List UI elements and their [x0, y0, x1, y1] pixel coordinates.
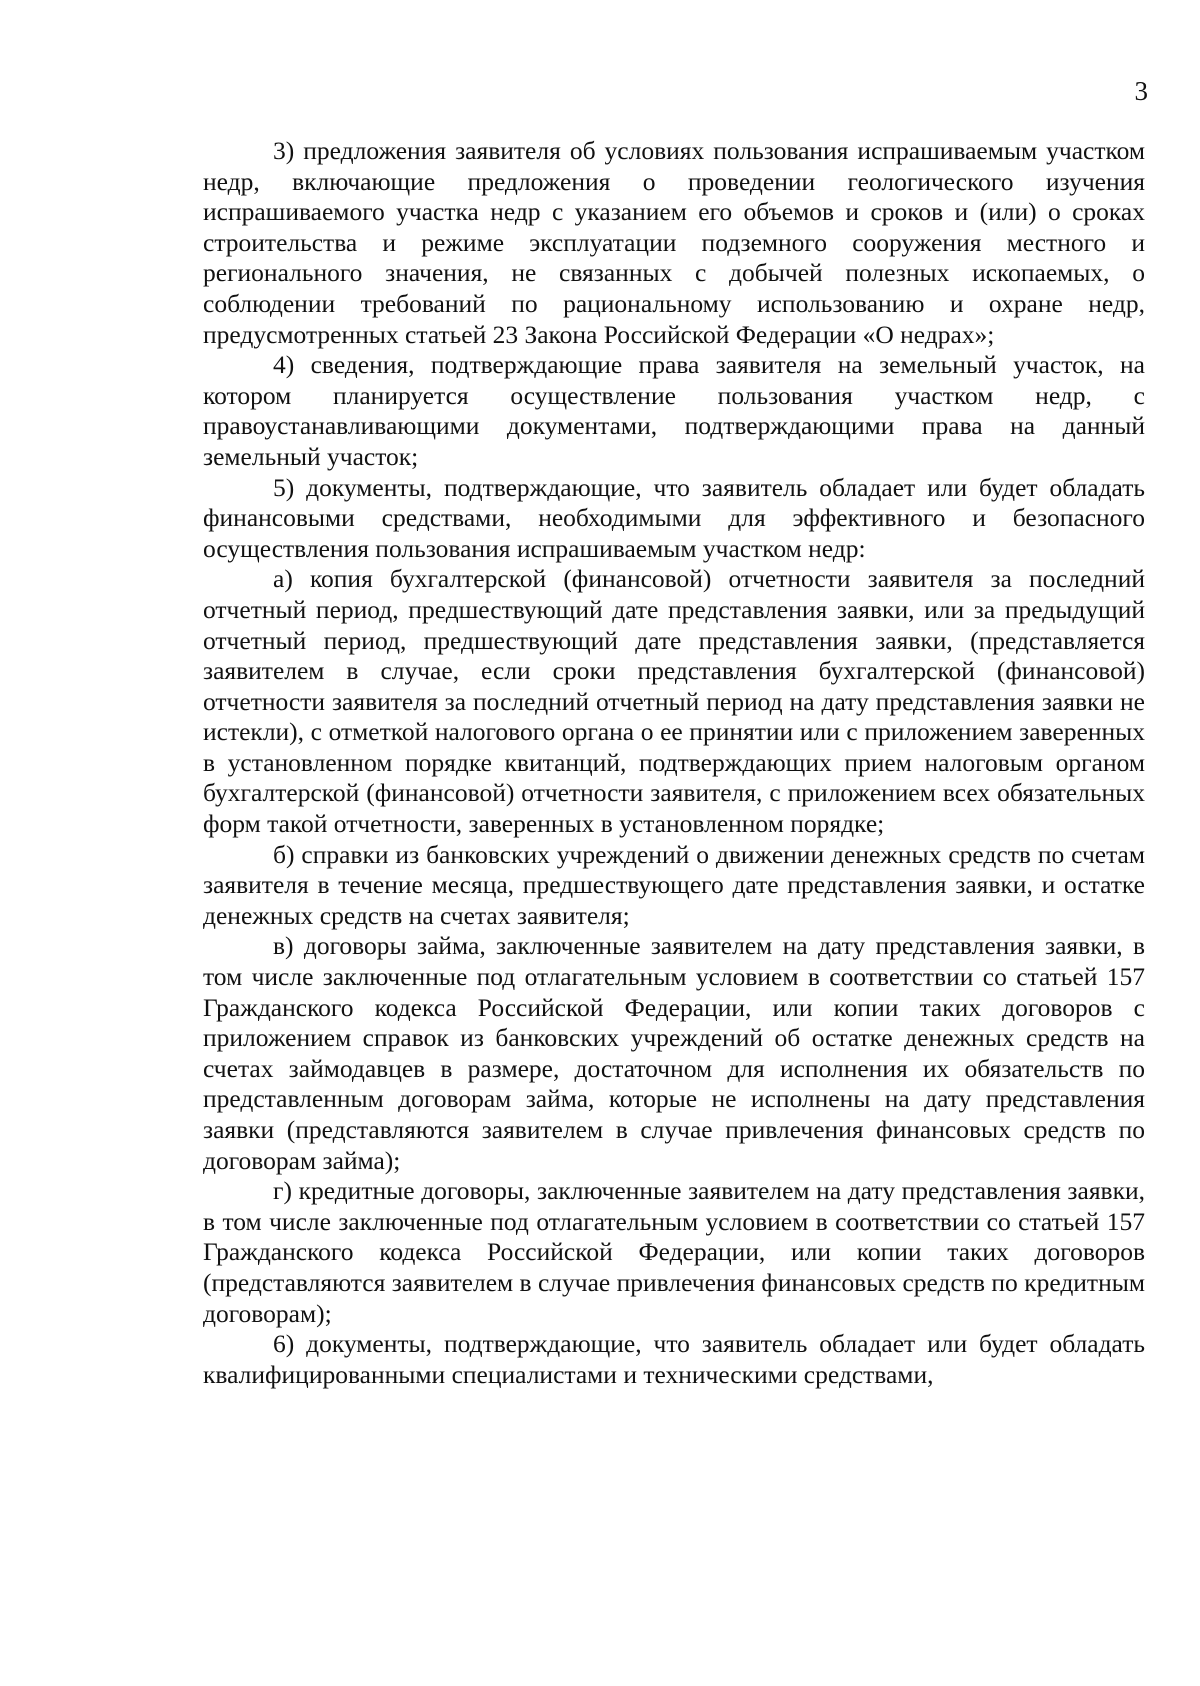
- paragraph-subitem-v-loan-agreements: в) договоры займа, заключенные заявителем на дату представления заявки, в том числе заключенные под отлагательным условием в соответствии со статьей 157 Гражданского кодекса Российской Федерации, или копии таких договоров с приложением справок из банковских учреждений об остатке денежных средств на счетах займодавцев в размере, достаточном для исполнения их обязательств по представленным договорам займа, которые не исполнены на дату представления заявки (представляются заявителем в случае привлечения финансовых средств по договорам займа);: [203, 931, 1145, 1175]
- paragraph-subitem-g-credit-agreements: г) кредитные договоры, заключенные заявителем на дату представления заявки, в том числе заключенные под отлагательным условием в соответствии со статьей 157 Гражданского кодекса Российской Федерации, или копии таких договоров (представляются заявителем в случае привлечения финансовых средств по кредитным договорам);: [203, 1176, 1145, 1328]
- paragraph-item-6-specialists: 6) документы, подтверждающие, что заявитель обладает или будет обладать квалифицированными специалистами и техническими средствами,: [203, 1329, 1145, 1389]
- paragraph-item-5-financial-documents: 5) документы, подтверждающие, что заявитель обладает или будет обладать финансовыми средствами, необходимыми для эффективного и безопасного осуществления пользования испрашиваемым участком недр:: [203, 472, 1145, 563]
- paragraph-item-4-land-rights: 4) сведения, подтверждающие права заявителя на земельный участок, на котором планируется осуществление пользования участком недр, с правоустанавливающими документами, подтверждающими права на данный земельный участок;: [203, 350, 1145, 471]
- document-body: [203, 136, 1145, 1390]
- page-number: 3: [1134, 76, 1148, 106]
- paragraph-item-3-proposals: 3) предложения заявителя об условиях пользования испрашиваемым участком недр, включающие предложения о проведении геологического изучения испрашиваемого участка недр с указанием его объемов и сроков и (или) о сроках строительства и режиме эксплуатации подземного сооружения местного и регионального значения, не связанных с добычей полезных ископаемых, о соблюдении требований по рациональному использованию и охране недр, предусмотренных статьей 23 Закона Российской Федерации «О недрах»;: [203, 136, 1145, 349]
- paragraph-subitem-b-bank-statements: б) справки из банковских учреждений о движении денежных средств по счетам заявителя в течение месяца, предшествующего дате представления заявки, и остатке денежных средств на счетах заявителя;: [203, 839, 1145, 930]
- paragraph-subitem-a-accounting-statements: а) копия бухгалтерской (финансовой) отчетности заявителя за последний отчетный период, предшествующий дате представления заявки, или за предыдущий отчетный период, предшествующий дате представления заявки, (представляется заявителем в случае, если сроки представления бухгалтерской (финансовой) отчетности заявителя за последний отчетный период на дату представления заявки не истекли), с отметкой налогового органа о ее принятии или с приложением заверенных в установленном порядке квитанций, подтверждающих прием налоговым органом бухгалтерской (финансовой) отчетности заявителя, с приложением всех обязательных форм такой отчетности, заверенных в установленном порядке;: [203, 564, 1145, 839]
